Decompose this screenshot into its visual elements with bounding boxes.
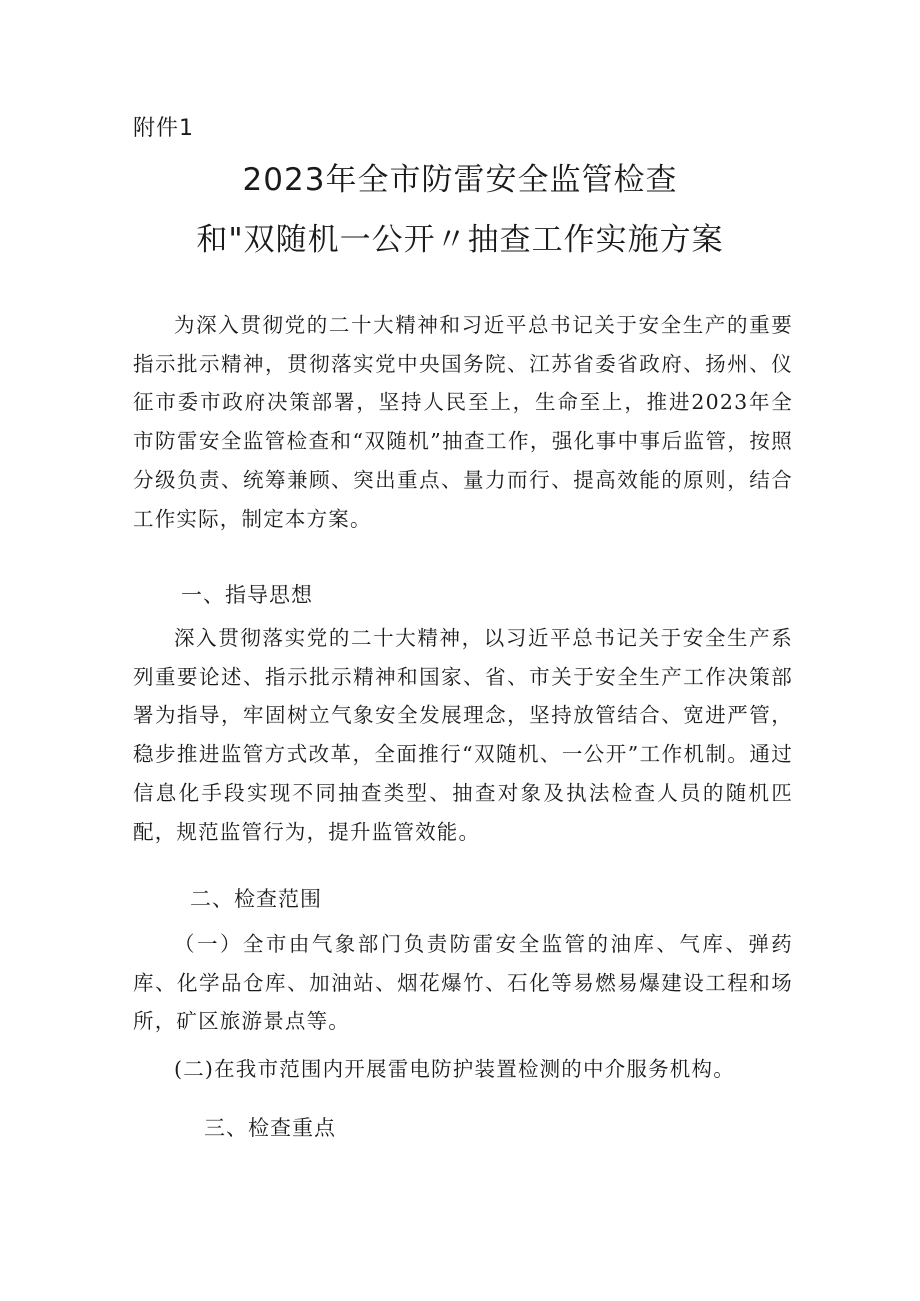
- intro-paragraph: 为深入贯彻党的二十大精神和习近平总书记关于安全生产的重要指示批示精神，贯彻落实党中央国务院、江苏省委省政府、扬州、仪征市委市政府决策部署，坚持人民至上，生命至上，推进2023年全市防雷安全监管检查和“双随机”抽查工作，强化事中事后监管，按照分级负责、统筹兼顾、突出重点、量力而行、提高效能的原则，结合工作实际，制定本方案。: [133, 313, 793, 531]
- section-heading-guiding-ideology: 一、指导思想: [181, 583, 313, 607]
- attachment-label: 附件1: [133, 116, 194, 141]
- inspection-scope-item-2: (二)在我市范围内开展雷电防护装置检测的中介服务机构。: [174, 1057, 735, 1081]
- guiding-ideology-paragraph: 深入贯彻落实党的二十大精神，以习近平总书记关于安全生产系列重要论述、指示批示精神和国家、省、市关于安全生产工作决策部署为指导，牢固树立气象安全发展理念，坚持放管结合、宽进严管，稳步推进监管方式改革，全面推行“双随机、一公开”工作机制。通过信息化手段实现不同抽查类型、抽查对象及执法检查人员的随机匹配，规范监管行为，提升监管效能。: [133, 626, 793, 844]
- inspection-scope-item-1: （一）全市由气象部门负责防雷安全监管的油库、气库、弹药库、化学品仓库、加油站、烟花爆竹、石化等易燃易爆建设工程和场所，矿区旅游景点等。: [133, 932, 793, 1034]
- document-title-line1: 2023年全市防雷安全监管检查: [242, 162, 678, 198]
- section-heading-inspection-focus: 三、检查重点: [204, 1116, 336, 1140]
- document-title-line2: 和"双随机一公开〃抽查工作实施方案: [196, 222, 724, 258]
- section-heading-inspection-scope: 二、检查范围: [190, 887, 322, 911]
